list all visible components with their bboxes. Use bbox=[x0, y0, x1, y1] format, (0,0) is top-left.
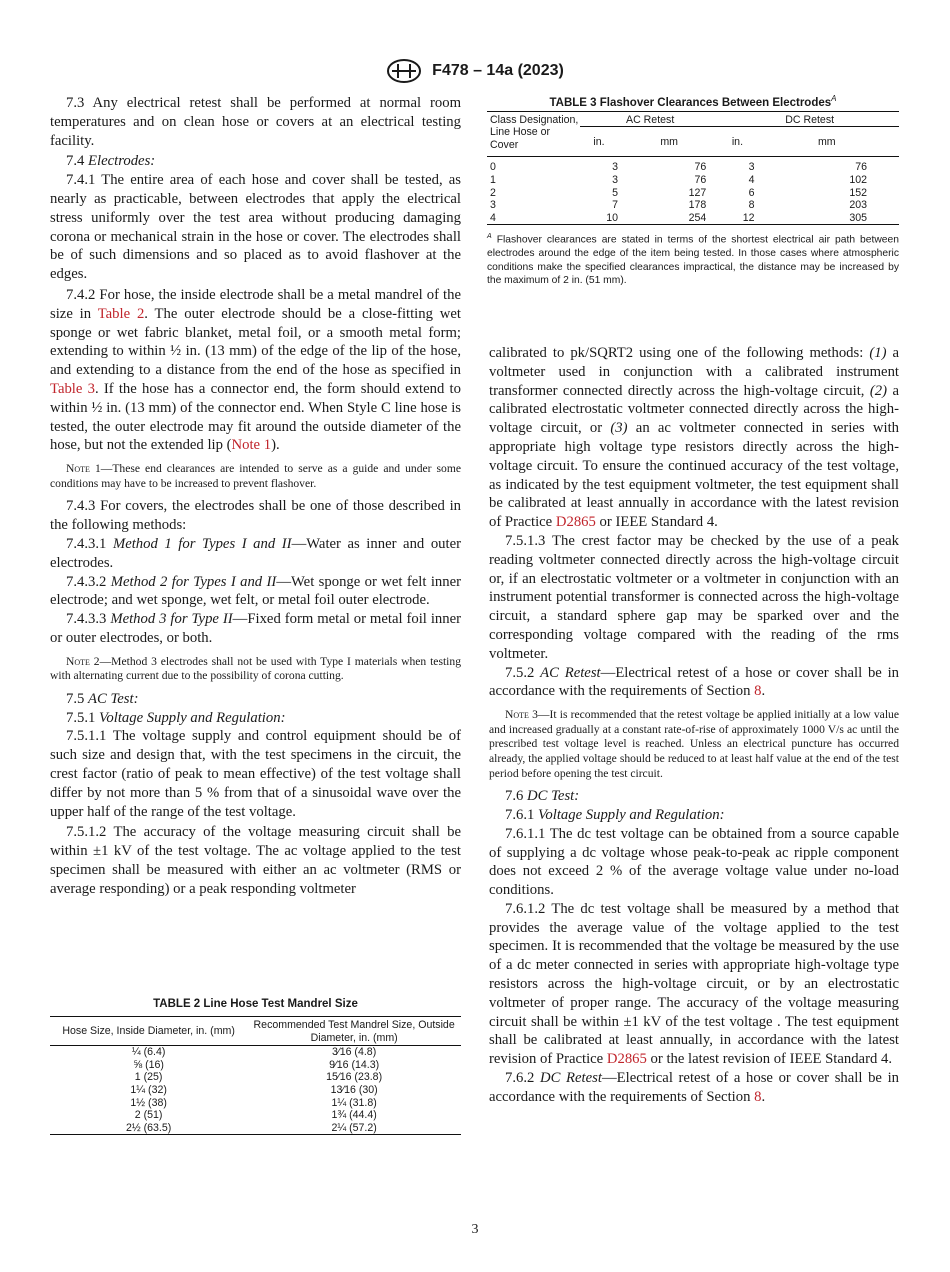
table-row: ¼ (6.4) 3⁄16 (4.8) bbox=[131, 1046, 377, 1059]
table-3-header-class: Class Designation, Line Hose or Cover bbox=[487, 111, 580, 157]
table-3-header-dc: DC Retest bbox=[720, 111, 899, 127]
table-3-unit-mm: mm bbox=[755, 127, 899, 157]
left-column bbox=[50, 94, 461, 899]
table-row: 2 (51) 1¾ (44.4) bbox=[134, 1109, 377, 1122]
table-3-link[interactable]: Table 3 bbox=[50, 380, 95, 397]
table-row: 1¼ (32) 13⁄16 (30) bbox=[130, 1083, 378, 1096]
table-3-unit-in: in. bbox=[720, 127, 754, 157]
table-row: 3 7 178 8 203 bbox=[490, 199, 867, 212]
section-7-6-1-1: 7.6.1.1 The dc test voltage can be obtained from a source capable of supplying a dc voltage whose peak-to-peak ac ripple component does not exceed 2 % of the average voltage value under no-load conditions. bbox=[489, 825, 899, 899]
section-7-4-3: 7.4.3 For covers, the electrodes shall be one of those described in the following methods: bbox=[50, 498, 461, 534]
section-7-4-3-1: 7.4.3.1 Method 1 for Types I and II—Water as inner and outer electrodes. bbox=[50, 535, 461, 571]
table-row: ⅝ (16) 9⁄16 (14.3) bbox=[133, 1058, 380, 1071]
table-row: 1½ (38) 1¼ (31.8) bbox=[130, 1096, 377, 1109]
table-3 bbox=[487, 94, 899, 288]
note-2: Note 2—Method 3 electrodes shall not be used with Type I materials when testing with alternating current due to the possibility of corona cutting. bbox=[50, 654, 461, 683]
table-2-caption: TABLE 2 Line Hose Test Mandrel Size bbox=[153, 998, 358, 1010]
table-3-grid bbox=[487, 111, 899, 226]
table-3-caption: TABLE 3 Flashover Clearances Between Electrodes$^A$ bbox=[549, 94, 837, 109]
section-7-4-3-3: 7.4.3.3 Method 3 for Type II—Fixed form metal or metal foil inner or outer electrodes, or both. bbox=[50, 611, 461, 646]
section-7-5-1-3: 7.5.1.3 The crest factor may be checked by the use of a peak reading voltmeter connected directly across the high-voltage circuit or, if an electrostatic voltmeter or a voltmeter in conjunction with an instrument potential transformer is connected across the high-voltage circuit, a standard sphere gap may be sparked over and the corresponding voltage compared with the reading of the rms voltmeter. bbox=[489, 532, 899, 662]
table-2-grid bbox=[50, 1016, 461, 1135]
d2865-link[interactable]: D2865 bbox=[606, 1051, 647, 1068]
page-number: 3 bbox=[471, 1222, 479, 1237]
section-7-5-1-1: 7.5.1.1 The voltage supply and control equipment should be of such size and design that, with the test specimens in the circuit, the crest factor (ratio of peak to mean effective) of the test voltage shall differ by not more than 5 % from that of a sinusoidal wave over the upper half of the range of the test voltage. bbox=[50, 728, 461, 820]
right-column bbox=[489, 344, 899, 1107]
table-2-link[interactable]: Table 2 bbox=[97, 305, 145, 322]
d2865-link[interactable]: D2865 bbox=[555, 514, 596, 531]
section-7-6: 7.6 DC Test: bbox=[505, 788, 580, 805]
table-3-unit-mm: mm bbox=[618, 127, 720, 157]
document-title: F478 – 14a (2023) bbox=[432, 62, 564, 79]
section-7-5-1: 7.5.1 Voltage Supply and Regulation: bbox=[66, 709, 286, 726]
table-row: 4 10 254 12 305 bbox=[487, 212, 899, 225]
section-8-link[interactable]: 8 bbox=[754, 1088, 762, 1105]
section-7-5-2: 7.5.2 AC Retest—Electrical retest of a hose or cover shall be in accordance with the requirements of Section 8. bbox=[489, 664, 900, 700]
section-7-6-2: 7.6.2 DC Retest—Electrical retest of a hose or cover shall be in accordance with the requirements of Section 8. bbox=[489, 1070, 900, 1105]
table-row: 0 3 76 3 76 bbox=[490, 161, 867, 174]
section-7-5: 7.5 AC Test: bbox=[66, 690, 139, 707]
section-8-link[interactable]: 8 bbox=[754, 683, 762, 700]
table-3-unit-in: in. bbox=[580, 127, 618, 157]
section-7-4: 7.4 Electrodes: bbox=[66, 153, 156, 170]
section-7-4-2: 7.4.2 For hose, the inside electrode shall be a metal mandrel of the size in Table 2. The outer electrode should be a close-fitting wet sponge or wet fabric blanket, metal foil, or a smooth metal form; extending to within ½ in. (13 mm) of the edge of the lip of the hose, and extending to a distance from the end of the hose as specified in Table 3. If the hose has a connector end, the form should extend to within ½ in. (13 mm) of the connector end. When Style C line hose is tested, the outer electrode may fit around the outside diameter of the hose, but not the extended lip (Note 1). bbox=[50, 286, 462, 454]
astm-logo bbox=[386, 58, 422, 84]
table-row: 1 3 76 4 102 bbox=[490, 174, 867, 187]
section-7-3: 7.3 Any electrical retest shall be performed at normal room temperatures and on clean hose or covers at an electrical testing facility. bbox=[50, 95, 461, 149]
table-2 bbox=[50, 998, 461, 1135]
section-7-6-1: 7.6.1 Voltage Supply and Regulation: bbox=[505, 806, 725, 823]
table-2-header-mandrel-size: Recommended Test Mandrel Size, Outside Diameter, in. (mm) bbox=[247, 1017, 461, 1046]
table-row: 2½ (63.5) 2¼ (57.2) bbox=[50, 1122, 461, 1135]
note-1-link[interactable]: Note 1 bbox=[231, 437, 272, 454]
table-row: 1 (25) 15⁄16 (23.8) bbox=[134, 1071, 383, 1084]
section-7-4-1: 7.4.1 The entire area of each hose and cover shall be tested, as nearly as practicable, between electrodes that apply the electrical stress uniformly over the test area without producing damaging corona or mechanical strain in the hose or cover. The electrodes shall be of such dimensions and so placed as to avoid flashover at the edges. bbox=[50, 172, 461, 283]
section-7-5-1-2: 7.5.1.2 The accuracy of the voltage measuring circuit shall be within ±1 kV of the test voltage. The ac voltage applied to the test specimen shall be measured with either an ac voltmeter (RMS or average responding) or a peak responding voltmeter bbox=[50, 824, 461, 897]
section-7-6-1-2: 7.6.1.2 The dc test voltage shall be measured by a method that provides the average value of the voltage applied to the test specimen. It is recommended that the voltage be measured by the use of a dc meter connected in series with appropriate high-voltage type resistors across the high-voltage circuit, or by an electrostatic voltmeter of proper range. The accuracy of the voltage measuring circuit shall be within ±1 kV of the test voltage . The test equipment shall be calibrated at least annually, in accordance with the latest revision of Practice D2865 or the latest revision of IEEE Standard 4. bbox=[489, 900, 899, 1068]
table-3-header-ac: AC Retest bbox=[580, 111, 720, 127]
table-2-header-hose-size: Hose Size, Inside Diameter, in. (mm) bbox=[50, 1017, 247, 1046]
note-1: Note 1—These end clearances are intended to serve as a guide and under some conditions may have to be increased to prevent flashover. bbox=[50, 462, 461, 490]
note-3: Note 3—It is recommended that the retest voltage be applied initially at a low value and increased gradually at a constant rate-of-rise of approximately 1000 V/s ac until the prescribed test voltage level is reached. Unless an electrical puncture has occurred already, the applied voltage should be reduced to at least half value at the end of the test period before opening the test circuit. bbox=[489, 708, 899, 780]
section-7-4-3-2: 7.4.3.2 Method 2 for Types I and II—Wet sponge or wet felt inner electrode; and wet sponge, wet felt, or metal foil outer electrode. bbox=[50, 573, 462, 609]
page-header bbox=[0, 58, 950, 84]
table-3-footnote: $^A$ Flashover clearances are stated in terms of the shortest electrical air path between electrodes around the edge of the item being tested. In those cases where atmospheric conditions make the specified clearances impractical, the distance may be increased by the maximum of 2 in. (51 mm). bbox=[487, 233, 899, 287]
section-7-5-1-2-continued: calibrated to pk/SQRT2 using one of the following methods: (1) a voltmeter used in conjunction with a calibrated instrument transformer connected directly across the high-voltage circuit, (2) a calibrated electrostatic voltmeter connected directly across the high-voltage circuit, or (3) an ac voltmeter connected in series with appropriate high voltage type resistors directly across the high-voltage circuit. To ensure the continued accuracy of the test voltage, as indicated by the test equipment voltmeter, the test equipment shall be calibrated at least annually in accordance with the latest revision of Practice D2865 or IEEE Standard 4. bbox=[489, 345, 899, 531]
table-row: 2 5 127 6 152 bbox=[490, 186, 867, 199]
